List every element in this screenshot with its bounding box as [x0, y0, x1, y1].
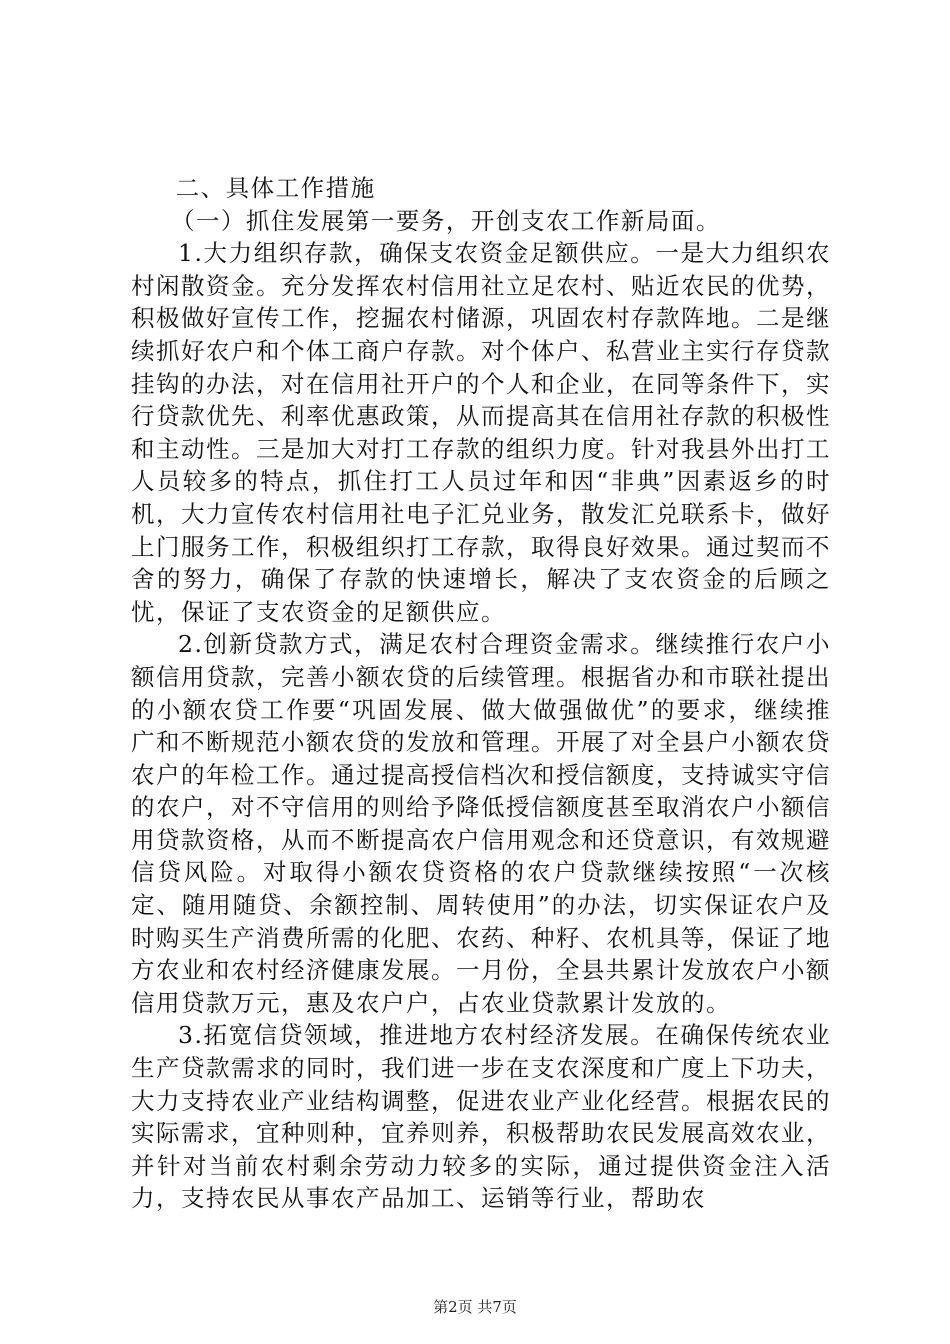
section-heading: 二、具体工作措施 [175, 174, 376, 202]
subsection-heading: （一）抓住发展第一要务，开创支农工作新局面。 [170, 206, 721, 235]
paragraph-credit-fields: 3.拓宽信贷领域，推进地方农村经济发展。在确保传统农业生产贷款需求的同时，我们进一步在支农深度和广度上下功夫，大力支持农业产业结构调整，促进农业产业化经营。根据农民的实际需求，宜种则种，宜养则养，积极帮助农民发展高效农业，并针对当前农村剩余劳动力较多的实际，通过提供资金注入活力，支持农民从事农产品加工、运销等行业，帮助农 [131, 1021, 831, 1213]
paragraph-loans: 2.创新贷款方式，满足农村合理资金需求。继续推行农户小额信用贷款，完善小额农贷的后续管理。根据省办和市联社提出的小额农贷工作要“巩固发展、做大做强做优”的要求，继续推广和不断规范小额农贷的发放和管理。开展了对全县户小额农贷农户的年检工作。通过提高授信档次和授信额度，支持诚实守信的农户，对不守信用的则给予降低授信额度甚至取消农户小额信用贷款资格，从而不断提高农户信用观念和还贷意识，有效规避信贷风险。对取得小额农贷资格的农户贷款继续按照“一次核定、随用随贷、余额控制、周转使用”的办法，切实保证农户及时购买生产消费所需的化肥、农药、种籽、农机具等，保证了地方农业和农村经济健康发展。一月份，全县共累计发放农户小额信用贷款万元，惠及农户户，占农业贷款累计发放的。 [131, 630, 831, 1017]
document-body [131, 172, 831, 1215]
page-number-footer: 第2页 共7页 [433, 1298, 517, 1316]
paragraph-deposits: 1.大力组织存款，确保支农资金足额供应。一是大力组织农村闲散资金。充分发挥农村信用社立足农村、贴近农民的优势，积极做好宣传工作，挖掘农村储源，巩固农村存款阵地。二是继续抓好农户和个体工商户存款。对个体户、私营业主实行存贷款挂钩的办法，对在信用社开户的个人和企业，在同等条件下，实行贷款优先、利率优惠政策，从而提高其在信用社存款的积极性和主动性。三是加大对打工存款的组织力度。针对我县外出打工人员较多的特点，抓住打工人员过年和因“非典”因素返乡的时机，大力宣传农村信用社电子汇兑业务，散发汇兑联系卡，做好上门服务工作，积极组织打工存款，取得良好效果。通过契而不舍的努力，确保了存款的快速增长，解决了支农资金的后顾之忧，保证了支农资金的足额供应。 [131, 239, 831, 626]
